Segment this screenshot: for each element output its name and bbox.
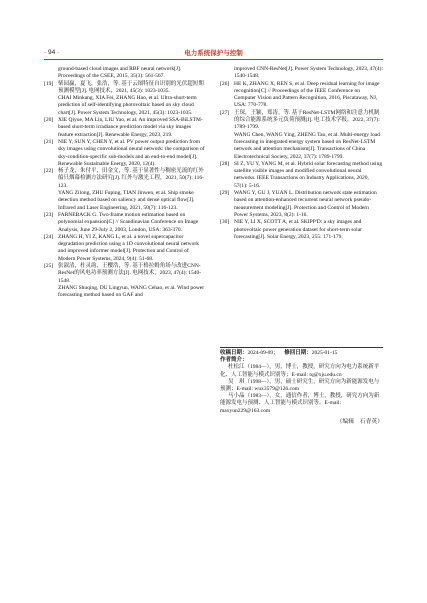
reference-number: [26] xyxy=(220,80,230,87)
reference-number: [19] xyxy=(44,80,54,87)
reference-text: SI Z, YU Y, YANG M, et al. Hybrid solar forecasting method using satellite visible images and modified convolutional neural networks. IEEE Transactions on Industry Applications, 2020, 57(1): 5-16. xyxy=(234,160,383,189)
reference-number: [24] xyxy=(44,233,54,240)
reference-entry xyxy=(44,95,207,117)
reference-number: [30] xyxy=(220,219,230,226)
reference-text: 王琛，王颖，郑涛，等. 基于ResNet-LSTM网络和注意力机制的综合能源系统多元负荷预测[J]. 电工技术学报，2022, 37(7): 1789-1799. xyxy=(234,109,380,131)
received-date: 2024-09-09； xyxy=(247,350,279,356)
received-label: 收稿日期： xyxy=(220,350,248,356)
reference-text: ground-based cloud images and RBF neural network[J]. Proceedings of the CSEE, 2015, 35(3): 561-567. xyxy=(58,66,182,80)
reference-number: [23] xyxy=(44,211,54,218)
reference-number: [25] xyxy=(44,263,54,270)
revised-label: 修回日期： xyxy=(284,350,312,356)
reference-text: HE K, ZHANG X, REN S, et al. Deep residual learning for image recognition[C] // Proceedings of the IEEE Conference on Computer Vision and Pattern Recognition, 2016, Piscataway, NJ, USA: 770-778. xyxy=(234,80,380,109)
reference-entry xyxy=(220,66,383,81)
reference-entry xyxy=(220,161,383,190)
author-bio: 杜松江（1984—），男，博士，教授，研究方向为电力系统新平化、人工智能与模式识别等；E-mail: tq@xju.edu.cn xyxy=(220,364,380,378)
reference-number: [28] xyxy=(220,160,230,167)
reference-entry xyxy=(220,190,383,219)
reference-text: WANG Chen, WANG Ying, ZHENG Tao, et al. Multi-energy load forecasting in integrated energy system based on ResNet-LSTM network and attention mechanism[J]. Transactions of China Electrotechnical Society, 2022, 37(7): 1789-1799. xyxy=(234,131,380,160)
reference-text: 杨子龙，朱付平，田金文，等. 基于显著性与稠密光流的红外船只烟幕检测方法研究[J]. 红外与激光工程，2021, 50(7): 116-123. xyxy=(58,168,204,189)
reference-number: [20] xyxy=(44,117,54,124)
reference-entry xyxy=(220,110,383,132)
reference-text: CHAI Minkang, XIA Fei, ZHANG Hao, et al. Ultra-short-term prediction of self-identifying photovoltaic based on sky cloud chart[J]. Power System Technology, 2021, 45(3): 1023-1035. xyxy=(58,95,197,116)
reference-entry xyxy=(220,81,383,110)
reference-text: FARNEBACK G. Two-frame motion estimation based on polynomial expansion[C] // Scandinavian Conference on Image Analysis, June 29-July 2, 2003, London, USA: 363-370. xyxy=(58,211,199,233)
reference-number: [27] xyxy=(220,109,230,116)
reference-entry xyxy=(44,234,207,263)
reference-text: ZHANG Shuqing, DU Lingyun, WANG Cehao, et al. Wind power forecasting method based on GAF and xyxy=(58,284,205,299)
reference-entry xyxy=(220,132,383,161)
reference-entry xyxy=(44,212,207,234)
reference-text: 张淑清，杜灵韵，王櫻浩，等. 基于格拉姆角场与改进CNN-ResNet的风电功率预测方法[J]. 电网技术，2023, 47(4): 1540-1548. xyxy=(58,263,202,284)
journal-title: 电力系统保护与控制 xyxy=(184,49,243,57)
revised-date: 2025-01-15 xyxy=(311,350,338,356)
reference-text: improved CNN-ResNet[J]. Power System Technology, 2023, 47(4): 1540-1548. xyxy=(234,66,384,80)
page-header xyxy=(0,0,427,62)
authors-label: 作者简介： xyxy=(220,357,248,364)
references-left-column xyxy=(44,66,207,300)
reference-entry xyxy=(220,219,383,241)
reference-text: YANG Zilong, ZHU Fuping, TIAN Jinwen, et al. Ship smoke detection method based on saliency and dense optical flow[J]. Infrared and Laser Engineering, 2021, 50(7): 116-123. xyxy=(58,190,195,211)
article-info-divider xyxy=(220,347,383,348)
header-divider xyxy=(44,59,383,60)
reference-entry xyxy=(44,139,207,168)
reference-entry xyxy=(44,117,207,139)
editor-credit: （编辑 石青英） xyxy=(336,419,383,425)
author-bio: 吴 琪（1998—），男，硕士研究生，研究方向为新能源发电与预测；E-mail: wux3579@126.com xyxy=(220,378,380,393)
reference-entry xyxy=(44,168,207,190)
article-info xyxy=(220,350,383,415)
author-bio: 马小晶（1983—），女，通信作者，博士，教授，研究方向为新能源发电与预测、人工智能与模式识别等。E-mail: maxyun229@163.com xyxy=(220,393,380,414)
reference-text: WANG Y, GU J, YUAN L. Distribution network state estimation based on attention-enhanced recurrent neural network pseudo-measurement modeling[J]. Protection and Control of Modern Power Systems, 2023, 8(2): 1-16. xyxy=(234,190,377,218)
reference-entry xyxy=(44,66,207,81)
reference-entry xyxy=(44,81,207,96)
reference-entry xyxy=(44,190,207,212)
reference-text: NIE Y, SUN Y, CHEN Y, et al. PV power output prediction from sky images using convolutional neural network: the comparison of sky-condition-specific sub-models and an end-to-end model[J]. Renewable Sustainable Energy, 2020, 12(4). xyxy=(58,138,205,167)
reference-number: [21] xyxy=(44,138,54,145)
references-right-column xyxy=(220,66,383,241)
reference-text: ZHANG H, YI Z, KANG L, et al. a novel supercapacitor degradation prediction using a 1D convolutional neural network and improved informer model[J]. Protection and Control of Modern Power Systems, 2024, 9(4): 51-68. xyxy=(58,233,199,262)
reference-text: XIE Qiyue, MA Lin, LIU Yao, et al. An improved SSA-BiLSTM-based short-term irradiance prediction model via sky images feature extraction[J]. Renewable Energy, 2023, 219. xyxy=(58,117,203,138)
reference-text: NIE Y, LI X, SCOTT A, et al. SKIPP'D: a sky images and photovoltaic power generation dataset for short-term solar forecasting[J]. Solar Energy, 2023, 255: 171-179. xyxy=(234,219,362,240)
page-number: · 94 · xyxy=(44,49,60,56)
reference-entry xyxy=(44,263,207,285)
reference-number: [29] xyxy=(220,190,230,197)
reference-number: [22] xyxy=(44,168,54,175)
reference-entry xyxy=(44,285,207,300)
reference-text: 柴园赢，夏飞，张浩，等. 基于云图特征自识别的光伏超短期预测模型[J]. 电网技术，2021, 45(3): 1023-1035. xyxy=(58,80,204,94)
